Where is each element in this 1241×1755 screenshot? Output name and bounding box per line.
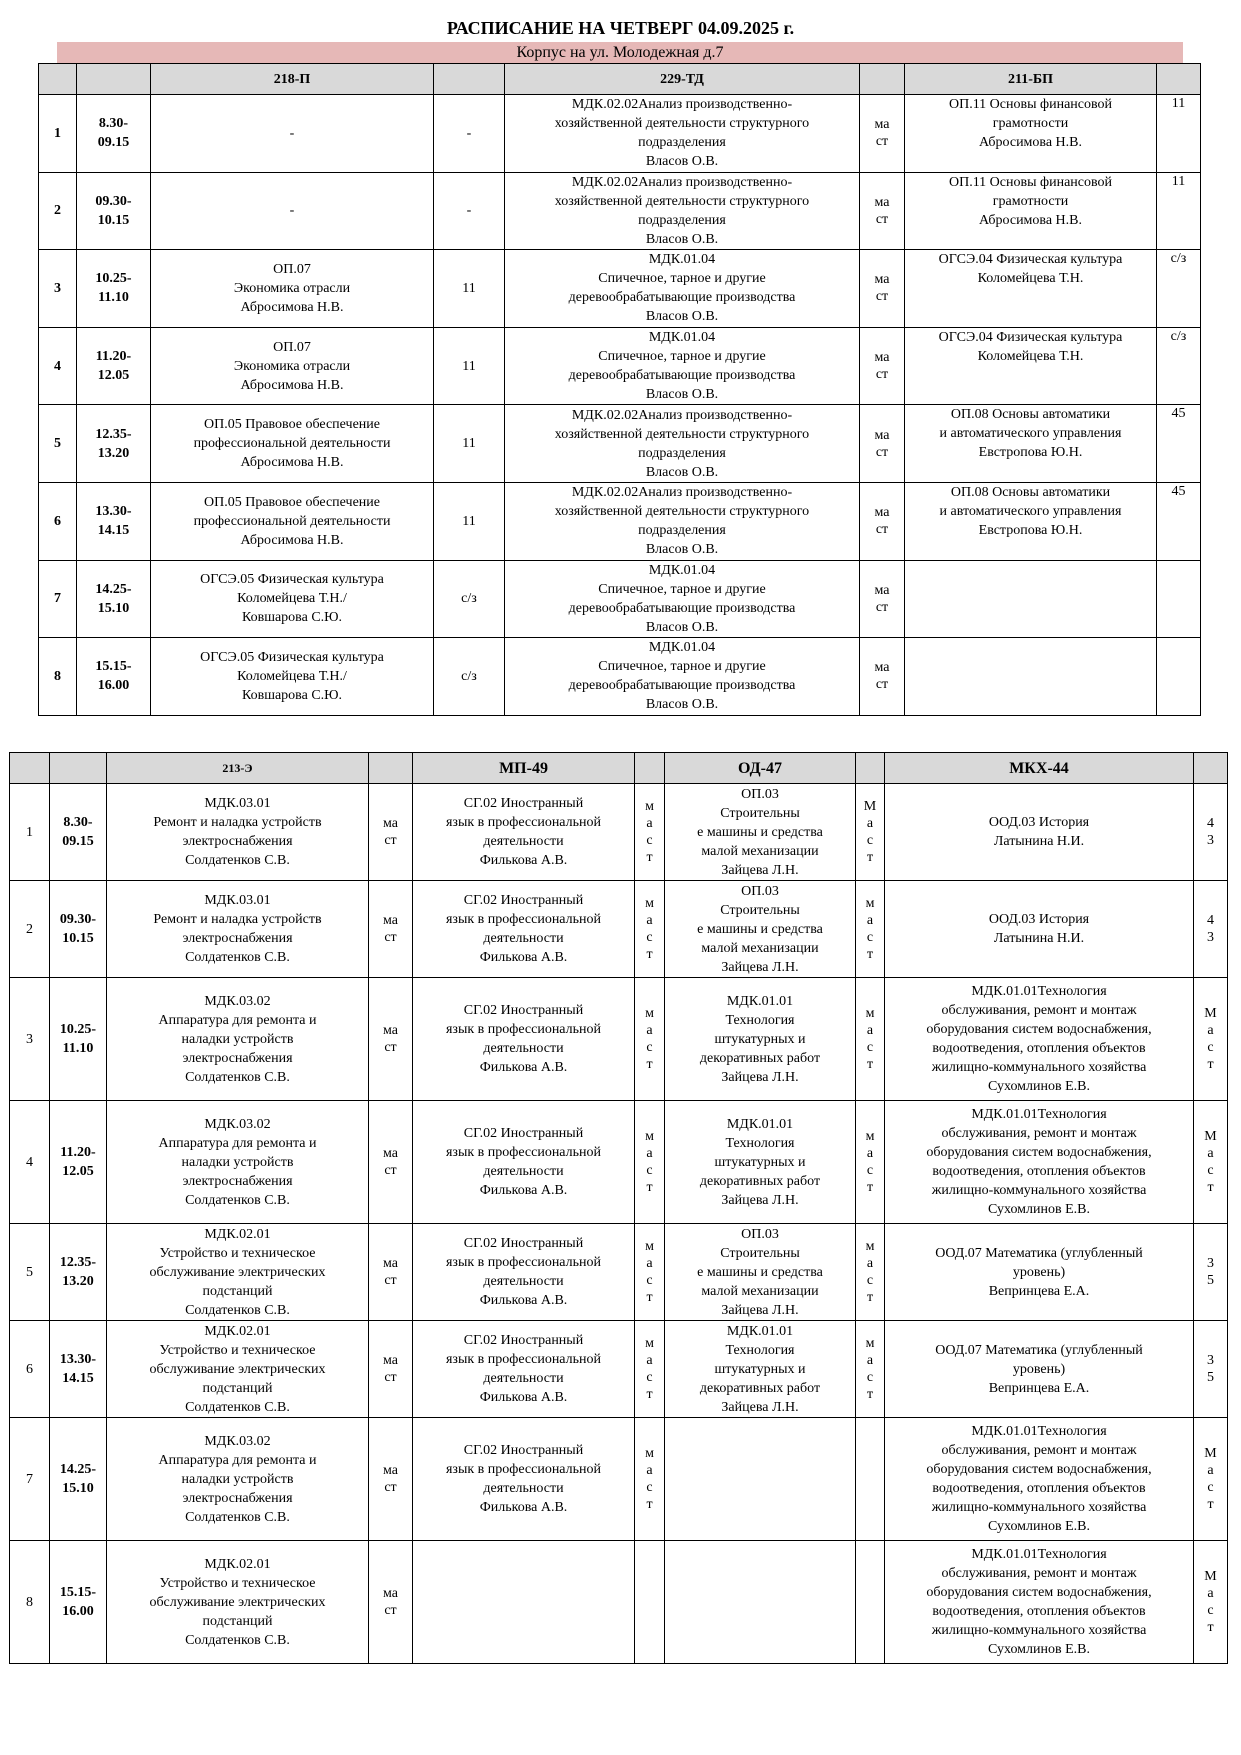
lesson-subject: ОП.07 Экономика отрасли Абросимова Н.В. [151,250,434,328]
room-cell [856,1418,885,1541]
lesson-subject: ОГСЭ.05 Физическая культура Коломейцева Т.Н./ Ковшарова С.Ю. [151,638,434,716]
lesson-number: 5 [10,1224,50,1321]
room-header [434,64,505,95]
table-row [39,405,1201,483]
header-time-cell [77,64,151,95]
room-cell: - [434,172,505,250]
lesson-subject: ООД.03 История Латынина Н.И. [885,881,1194,978]
lesson-subject [665,1418,856,1541]
group-header: 211-БП [905,64,1157,95]
lesson-subject [905,560,1157,638]
lesson-subject: СГ.02 Иностранный язык в профессиональной деятельности Филькова А.В. [413,784,635,881]
room-cell: м а с т [635,978,665,1101]
room-cell: 11 [434,327,505,405]
lesson-number: 5 [39,405,77,483]
table-row [39,250,1201,328]
group-header: МКХ-44 [885,753,1194,784]
lesson-subject: СГ.02 Иностранный язык в профессиональной деятельности Филькова А.В. [413,1321,635,1418]
group-header: МП-49 [413,753,635,784]
room-cell: ма ст [860,482,905,560]
table-row [39,172,1201,250]
lesson-subject: СГ.02 Иностранный язык в профессиональной деятельности Филькова А.В. [413,1101,635,1224]
table-row [10,1224,1228,1321]
lesson-subject: МДК.02.02Анализ производственно- хозяйственной деятельности структурного подразделения Власов О.В. [505,482,860,560]
lesson-time: 14.25- 15.10 [77,560,151,638]
room-cell: М а с т [1194,1101,1228,1224]
lesson-subject: МДК.01.01Технология обслуживания, ремонт и монтаж оборудования систем водоснабжения, водоотведения, отопления объектов жилищно-коммунального хозяйства Сухомлинов Е.В. [885,1418,1194,1541]
room-cell: ма ст [369,1224,413,1321]
room-cell: ма ст [369,1418,413,1541]
lesson-subject [413,1541,635,1664]
lesson-time: 09.30- 10.15 [77,172,151,250]
room-cell: 3 5 [1194,1224,1228,1321]
room-cell: ма ст [860,327,905,405]
lesson-subject: МДК.03.02 Аппаратура для ремонта и наладки устройств электроснабжения Солдатенков С.В. [107,978,369,1101]
lesson-time: 11.20- 12.05 [77,327,151,405]
lesson-time: 8.30- 09.15 [50,784,107,881]
lesson-subject: МДК.01.01 Технология штукатурных и декоративных работ Зайцева Л.Н. [665,1101,856,1224]
lesson-number: 3 [10,978,50,1101]
lesson-number: 1 [39,95,77,173]
lesson-time: 09.30- 10.15 [50,881,107,978]
lesson-subject: МДК.02.01 Устройство и техническое обслуживание электрических подстанций Солдатенков С.В. [107,1321,369,1418]
room-cell: ма ст [860,560,905,638]
room-cell: 11 [434,405,505,483]
room-cell: ма ст [369,1541,413,1664]
lesson-number: 8 [39,638,77,716]
lesson-number: 8 [10,1541,50,1664]
room-header [369,753,413,784]
room-cell: М а с т [856,784,885,881]
lesson-time: 12.35- 13.20 [77,405,151,483]
building-subtitle: Корпус на ул. Молодежная д.7 [57,42,1183,63]
room-cell: 4 3 [1194,784,1228,881]
room-cell: 11 [1157,95,1201,173]
room-cell: м а с т [635,1101,665,1224]
lesson-time: 15.15- 16.00 [50,1541,107,1664]
lesson-subject: ОГСЭ.04 Физическая культура Коломейцева Т.Н. [905,250,1157,328]
room-cell: с/з [1157,327,1201,405]
room-cell: м а с т [635,1321,665,1418]
room-cell: 3 5 [1194,1321,1228,1418]
lesson-subject: МДК.01.04 Спичечное, тарное и другие деревообрабатывающие производства Власов О.В. [505,250,860,328]
room-cell: ма ст [369,1321,413,1418]
lesson-subject: ОП.03 Строительны е машины и средства малой механизации Зайцева Л.Н. [665,1224,856,1321]
table-row [39,327,1201,405]
room-cell: ма ст [860,172,905,250]
room-cell: м а с т [635,1224,665,1321]
room-cell: м а с т [635,881,665,978]
lesson-subject: МДК.03.02 Аппаратура для ремонта и наладки устройств электроснабжения Солдатенков С.В. [107,1418,369,1541]
lesson-subject: ООД.07 Математика (углубленный уровень) Вепринцева Е.А. [885,1224,1194,1321]
group-header: 213-Э [107,753,369,784]
room-cell: 45 [1157,405,1201,483]
room-cell: 4 3 [1194,881,1228,978]
lesson-subject: - [151,172,434,250]
table-header-row [10,753,1228,784]
lesson-subject: ОП.07 Экономика отрасли Абросимова Н.В. [151,327,434,405]
room-cell: с/з [434,560,505,638]
lesson-subject: МДК.01.04 Спичечное, тарное и другие деревообрабатывающие производства Власов О.В. [505,327,860,405]
room-cell: м а с т [856,1101,885,1224]
lesson-subject: СГ.02 Иностранный язык в профессиональной деятельности Филькова А.В. [413,881,635,978]
room-cell: ма ст [860,95,905,173]
lesson-number: 4 [10,1101,50,1224]
room-cell: ма ст [369,978,413,1101]
lesson-time: 13.30- 14.15 [50,1321,107,1418]
room-cell: м а с т [635,1418,665,1541]
room-cell: 11 [434,482,505,560]
lesson-number: 7 [39,560,77,638]
lesson-subject: МДК.03.02 Аппаратура для ремонта и наладки устройств электроснабжения Солдатенков С.В. [107,1101,369,1224]
lesson-subject: МДК.02.02Анализ производственно- хозяйственной деятельности структурного подразделения Власов О.В. [505,95,860,173]
lesson-subject: МДК.03.01 Ремонт и наладка устройств электроснабжения Солдатенков С.В. [107,881,369,978]
table-row [10,1418,1228,1541]
lesson-subject: ООД.07 Математика (углубленный уровень) Вепринцева Е.А. [885,1321,1194,1418]
lesson-subject: ОП.08 Основы автоматики и автоматического управления Евстропова Ю.Н. [905,405,1157,483]
lesson-subject: МДК.01.01 Технология штукатурных и декоративных работ Зайцева Л.Н. [665,978,856,1101]
lesson-subject [665,1541,856,1664]
page-title: РАСПИСАНИЕ НА ЧЕТВЕРГ 04.09.2025 г. [446,18,795,38]
room-cell: М а с т [1194,978,1228,1101]
schedule-table-2 [9,752,1228,1664]
lesson-subject: - [151,95,434,173]
lesson-time: 13.30- 14.15 [77,482,151,560]
room-cell: 11 [1157,172,1201,250]
lesson-subject: ОП.05 Правовое обеспечение профессиональной деятельности Абросимова Н.В. [151,405,434,483]
lesson-number: 1 [10,784,50,881]
lesson-subject: СГ.02 Иностранный язык в профессиональной деятельности Филькова А.В. [413,978,635,1101]
lesson-subject: МДК.01.04 Спичечное, тарное и другие деревообрабатывающие производства Власов О.В. [505,638,860,716]
header-num-cell [39,64,77,95]
room-cell: ма ст [860,250,905,328]
schedule-table-1 [38,63,1201,716]
lesson-subject: ОП.05 Правовое обеспечение профессиональной деятельности Абросимова Н.В. [151,482,434,560]
lesson-subject: ОП.08 Основы автоматики и автоматического управления Евстропова Ю.Н. [905,482,1157,560]
room-cell [635,1541,665,1664]
table-row [10,784,1228,881]
room-cell: - [434,95,505,173]
room-cell: м а с т [856,1321,885,1418]
room-header [860,64,905,95]
room-header [635,753,665,784]
lesson-number: 7 [10,1418,50,1541]
room-cell [1157,638,1201,716]
lesson-subject: МДК.01.01Технология обслуживания, ремонт и монтаж оборудования систем водоснабжения, водоотведения, отопления объектов жилищно-коммунального хозяйства Сухомлинов Е.В. [885,1541,1194,1664]
room-cell: м а с т [856,978,885,1101]
lesson-time: 12.35- 13.20 [50,1224,107,1321]
room-cell: 11 [434,250,505,328]
lesson-subject: МДК.02.01 Устройство и техническое обслуживание электрических подстанций Солдатенков С.В. [107,1224,369,1321]
table-row [10,1541,1228,1664]
room-cell: ма ст [860,638,905,716]
room-header [856,753,885,784]
lesson-subject: МДК.03.01 Ремонт и наладка устройств электроснабжения Солдатенков С.В. [107,784,369,881]
lesson-number: 6 [39,482,77,560]
lesson-time: 11.20- 12.05 [50,1101,107,1224]
header-num-cell [10,753,50,784]
group-header: 229-ТД [505,64,860,95]
group-header: ОД-47 [665,753,856,784]
room-cell: м а с т [635,784,665,881]
room-cell: ма ст [369,784,413,881]
group-header: 218-П [151,64,434,95]
table-row [39,95,1201,173]
lesson-number: 3 [39,250,77,328]
lesson-subject: ОГСЭ.05 Физическая культура Коломейцева Т.Н./ Ковшарова С.Ю. [151,560,434,638]
lesson-subject: ОП.03 Строительны е машины и средства малой механизации Зайцева Л.Н. [665,784,856,881]
lesson-number: 6 [10,1321,50,1418]
lesson-number: 2 [39,172,77,250]
table-row [10,1101,1228,1224]
room-cell: М а с т [1194,1541,1228,1664]
lesson-number: 2 [10,881,50,978]
room-cell: М а с т [1194,1418,1228,1541]
room-header [1157,64,1201,95]
room-cell: м а с т [856,1224,885,1321]
lesson-time: 14.25- 15.10 [50,1418,107,1541]
lesson-time: 15.15- 16.00 [77,638,151,716]
lesson-time: 10.25- 11.10 [77,250,151,328]
room-cell: ма ст [860,405,905,483]
room-cell: ма ст [369,1101,413,1224]
header-time-cell [50,753,107,784]
room-cell: м а с т [856,881,885,978]
room-cell: 45 [1157,482,1201,560]
table-row [10,1321,1228,1418]
table-header-row [39,64,1201,95]
lesson-subject: ОГСЭ.04 Физическая культура Коломейцева Т.Н. [905,327,1157,405]
table-row [39,560,1201,638]
lesson-subject: МДК.01.01Технология обслуживания, ремонт и монтаж оборудования систем водоснабжения, водоотведения, отопления объектов жилищно-коммунального хозяйства Сухомлинов Е.В. [885,978,1194,1101]
lesson-subject: МДК.01.04 Спичечное, тарное и другие деревообрабатывающие производства Власов О.В. [505,560,860,638]
lesson-subject: МДК.02.02Анализ производственно- хозяйственной деятельности структурного подразделения Власов О.В. [505,172,860,250]
room-cell: ма ст [369,881,413,978]
room-cell [1157,560,1201,638]
room-cell [856,1541,885,1664]
lesson-subject: СГ.02 Иностранный язык в профессиональной деятельности Филькова А.В. [413,1224,635,1321]
lesson-number: 4 [39,327,77,405]
table-row [10,881,1228,978]
room-header [1194,753,1228,784]
lesson-time: 8.30- 09.15 [77,95,151,173]
table-row [39,638,1201,716]
lesson-time: 10.25- 11.10 [50,978,107,1101]
lesson-subject: МДК.01.01 Технология штукатурных и декоративных работ Зайцева Л.Н. [665,1321,856,1418]
lesson-subject: МДК.02.01 Устройство и техническое обслуживание электрических подстанций Солдатенков С.В. [107,1541,369,1664]
room-cell: с/з [434,638,505,716]
table-row [39,482,1201,560]
lesson-subject: ООД.03 История Латынина Н.И. [885,784,1194,881]
room-cell: с/з [1157,250,1201,328]
lesson-subject: МДК.01.01Технология обслуживания, ремонт и монтаж оборудования систем водоснабжения, водоотведения, отопления объектов жилищно-коммунального хозяйства Сухомлинов Е.В. [885,1101,1194,1224]
lesson-subject: ОП.03 Строительны е машины и средства малой механизации Зайцева Л.Н. [665,881,856,978]
table-row [10,978,1228,1101]
lesson-subject [905,638,1157,716]
lesson-subject: СГ.02 Иностранный язык в профессиональной деятельности Филькова А.В. [413,1418,635,1541]
lesson-subject: ОП.11 Основы финансовой грамотности Абросимова Н.В. [905,95,1157,173]
lesson-subject: МДК.02.02Анализ производственно- хозяйственной деятельности структурного подразделения Власов О.В. [505,405,860,483]
lesson-subject: ОП.11 Основы финансовой грамотности Абросимова Н.В. [905,172,1157,250]
